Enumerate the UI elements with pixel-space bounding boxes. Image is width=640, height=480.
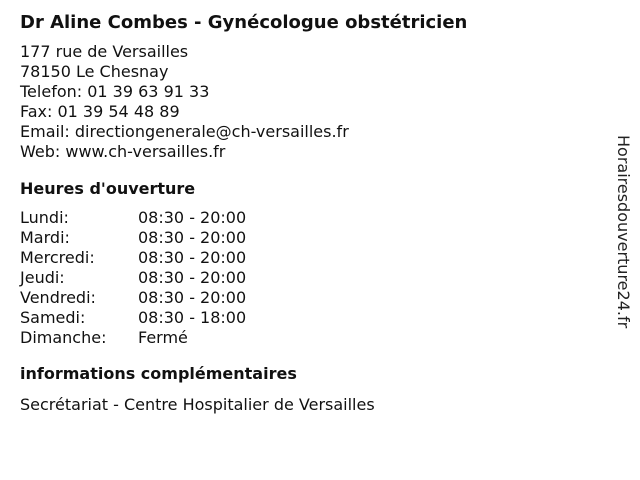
time-range: 08:30 - 20:00 bbox=[138, 268, 247, 287]
opening-hours-list bbox=[20, 208, 600, 348]
hours-row-tuesday bbox=[20, 228, 600, 248]
page-title: Dr Aline Combes - Gynécologue obstétricien bbox=[20, 12, 468, 33]
address-street: 177 rue de Versailles bbox=[20, 42, 189, 61]
day-label: Dimanche: bbox=[20, 328, 107, 347]
brand-watermark: Horairesdouverture24.fr bbox=[614, 135, 633, 329]
day-label: Vendredi: bbox=[20, 288, 96, 307]
day-label: Jeudi: bbox=[20, 268, 65, 287]
address-city: 78150 Le Chesnay bbox=[20, 62, 169, 81]
hours-row-saturday bbox=[20, 308, 600, 328]
time-range: 08:30 - 20:00 bbox=[138, 208, 247, 227]
hours-row-wednesday bbox=[20, 248, 600, 268]
time-range: Fermé bbox=[138, 328, 188, 347]
time-range: 08:30 - 20:00 bbox=[138, 248, 247, 267]
time-range: 08:30 - 20:00 bbox=[138, 228, 247, 247]
hours-row-monday bbox=[20, 208, 600, 228]
hours-row-thursday bbox=[20, 268, 600, 288]
day-label: Mercredi: bbox=[20, 248, 95, 267]
email-address: Email: directiongenerale@ch-versailles.fr bbox=[20, 122, 349, 141]
website: Web: www.ch-versailles.fr bbox=[20, 142, 226, 161]
phone-number: Telefon: 01 39 63 91 33 bbox=[20, 82, 210, 101]
time-range: 08:30 - 20:00 bbox=[138, 288, 247, 307]
listing-card bbox=[20, 10, 600, 415]
info-text: Secrétariat - Centre Hospitalier de Versailles bbox=[20, 395, 375, 414]
day-label: Mardi: bbox=[20, 228, 70, 247]
hours-heading: Heures d'ouverture bbox=[20, 179, 196, 198]
day-label: Lundi: bbox=[20, 208, 69, 227]
info-heading: informations complémentaires bbox=[20, 364, 297, 383]
fax-number: Fax: 01 39 54 48 89 bbox=[20, 102, 180, 121]
hours-row-sunday bbox=[20, 328, 600, 348]
address-block bbox=[20, 42, 600, 162]
hours-row-friday bbox=[20, 288, 600, 308]
day-label: Samedi: bbox=[20, 308, 86, 327]
time-range: 08:30 - 18:00 bbox=[138, 308, 247, 327]
